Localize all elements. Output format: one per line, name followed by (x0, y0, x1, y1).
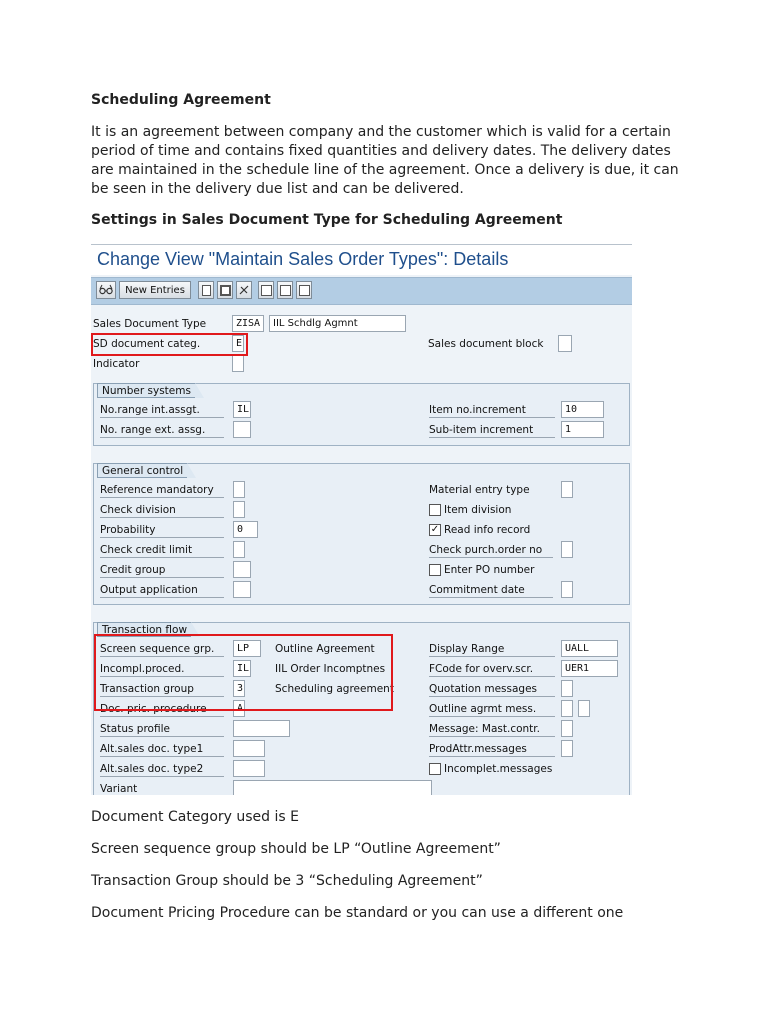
highlight-box-transaction-flow (94, 634, 393, 711)
sales-doc-block-label: Sales document block (428, 338, 544, 350)
fcode-label: FCode for overv.scr. (429, 663, 555, 677)
sales-doc-type-desc: IIL Schdlg Agmnt (269, 315, 406, 332)
status-profile-field[interactable] (233, 720, 290, 737)
material-entry-label: Material entry type (429, 484, 530, 496)
ref-mandatory-field[interactable] (233, 481, 245, 498)
highlight-box-doc-categ (91, 333, 248, 356)
quotation-msg-label: Quotation messages (429, 683, 555, 697)
incompl-label: Incompl.proced. (100, 663, 224, 677)
screen-seq-field[interactable]: LP (233, 640, 261, 657)
trans-group-label: Transaction group (100, 683, 224, 697)
credit-group-field[interactable] (233, 561, 251, 578)
group-general-control-title: General control (97, 463, 187, 478)
next-icon[interactable] (277, 281, 293, 299)
sales-doc-type-field[interactable]: ZISA (232, 315, 264, 332)
incomplet-checkbox[interactable] (429, 763, 441, 775)
fcode-field[interactable]: UER1 (561, 660, 618, 677)
indicator-label: Indicator (93, 358, 140, 370)
status-profile-label: Status profile (100, 723, 224, 737)
copy-icon[interactable] (198, 281, 214, 299)
save-icon[interactable] (217, 281, 233, 299)
output-app-label: Output application (100, 584, 224, 598)
note-screen-sequence: Screen sequence group should be LP “Outline Agreement” (91, 841, 501, 857)
probability-field[interactable]: 0 (233, 521, 258, 538)
sap-screen-title: Change View "Maintain Sales Order Types": Details (97, 249, 509, 269)
quotation-msg-field[interactable] (561, 680, 573, 697)
select-icon[interactable] (296, 281, 312, 299)
sales-doc-type-label: Sales Document Type (93, 318, 207, 330)
variant-field[interactable] (233, 780, 432, 795)
nr-int-label: No.range int.assgt. (100, 404, 224, 418)
enter-po-checkbox[interactable] (429, 564, 441, 576)
sap-toolbar (91, 277, 632, 305)
incompl-field[interactable]: IL (233, 660, 251, 677)
trans-group-field[interactable]: 3 (233, 680, 245, 697)
trans-group-desc: Scheduling agreement (275, 683, 394, 695)
item-division-checkbox[interactable] (429, 504, 441, 516)
check-division-field[interactable] (233, 501, 245, 518)
heading-settings: Settings in Sales Document Type for Scheduling Agreement (91, 212, 563, 228)
output-app-field[interactable] (233, 581, 251, 598)
read-info-checkbox[interactable]: ✓ (430, 524, 440, 535)
sd-doc-categ-label: SD document categ. (93, 338, 201, 350)
display-range-field[interactable]: UALL (561, 640, 618, 657)
commitment-field[interactable] (561, 581, 573, 598)
prodattr-label: ProdAttr.messages (429, 743, 555, 757)
nr-int-field[interactable]: IL (233, 401, 251, 418)
commitment-label: Commitment date (429, 584, 553, 598)
outline-msg-label: Outline agrmt mess. (429, 703, 555, 717)
group-general-control (93, 463, 630, 605)
sales-doc-block-field[interactable] (558, 335, 572, 352)
material-entry-field[interactable] (561, 481, 573, 498)
message-mast-field[interactable] (561, 720, 573, 737)
alt-type1-field[interactable] (233, 740, 265, 757)
nr-ext-field[interactable] (233, 421, 251, 438)
subitem-inc-label: Sub-item increment (429, 424, 555, 438)
intro-paragraph: It is an agreement between company and the customer which is valid for a certain period of time and contains fixed quantities and delivery dates. The delivery dates are maintained in the schedule line of the agreement. Once a delivery is due, it can be seen in the delivery due list and can be delivered. (91, 124, 679, 197)
note-transaction-group: Transaction Group should be 3 “Scheduling Agreement” (91, 873, 483, 889)
variant-label: Variant (100, 783, 224, 795)
check-credit-field[interactable] (233, 541, 245, 558)
item-inc-field[interactable]: 10 (561, 401, 604, 418)
check-purch-label: Check purch.order no (429, 544, 553, 558)
message-mast-label: Message: Mast.contr. (429, 723, 555, 737)
enter-po-label: Enter PO number (444, 564, 535, 576)
screen-seq-desc: Outline Agreement (275, 643, 375, 655)
glasses-icon[interactable] (96, 281, 116, 299)
incompl-desc: IIL Order Incomptnes (275, 663, 386, 675)
note-pricing-procedure: Document Pricing Procedure can be standard or you can use a different one (91, 905, 624, 921)
nr-ext-label: No. range ext. assg. (100, 424, 224, 438)
screen-seq-label: Screen sequence grp. (100, 643, 224, 657)
check-division-label: Check division (100, 504, 224, 518)
outline-msg-field[interactable] (561, 700, 573, 717)
heading-scheduling-agreement: Scheduling Agreement (91, 92, 271, 108)
group-number-systems-title: Number systems (97, 383, 195, 398)
new-entries-button[interactable]: New Entries (119, 281, 191, 299)
read-info-label: Read info record (444, 524, 531, 536)
group-number-systems (93, 383, 630, 446)
probability-label: Probability (100, 524, 224, 538)
item-inc-label: Item no.increment (429, 404, 555, 418)
credit-group-label: Credit group (100, 564, 224, 578)
delete-icon[interactable] (236, 281, 252, 299)
subitem-inc-field[interactable]: 1 (561, 421, 604, 438)
doc-pric-label: Doc. pric. procedure (100, 703, 224, 717)
display-range-label: Display Range (429, 643, 555, 657)
group-transaction-flow-title: Transaction flow (97, 622, 191, 637)
sap-title-bar (91, 245, 632, 275)
check-purch-field[interactable] (561, 541, 573, 558)
alt-type1-label: Alt.sales doc. type1 (100, 743, 224, 757)
outline-msg-field-2[interactable] (578, 700, 590, 717)
doc-pric-field[interactable]: A (233, 700, 245, 717)
alt-type2-label: Alt.sales doc. type2 (100, 763, 224, 777)
check-credit-label: Check credit limit (100, 544, 224, 558)
note-doc-category: Document Category used is E (91, 809, 299, 825)
sap-screenshot (91, 244, 632, 795)
sd-doc-categ-field[interactable]: E (232, 335, 244, 352)
prodattr-field[interactable] (561, 740, 573, 757)
prev-icon[interactable] (258, 281, 274, 299)
alt-type2-field[interactable] (233, 760, 265, 777)
item-division-label: Item division (444, 504, 512, 516)
ref-mandatory-label: Reference mandatory (100, 484, 224, 498)
indicator-field[interactable] (232, 355, 244, 372)
incomplet-label: Incomplet.messages (444, 763, 553, 775)
